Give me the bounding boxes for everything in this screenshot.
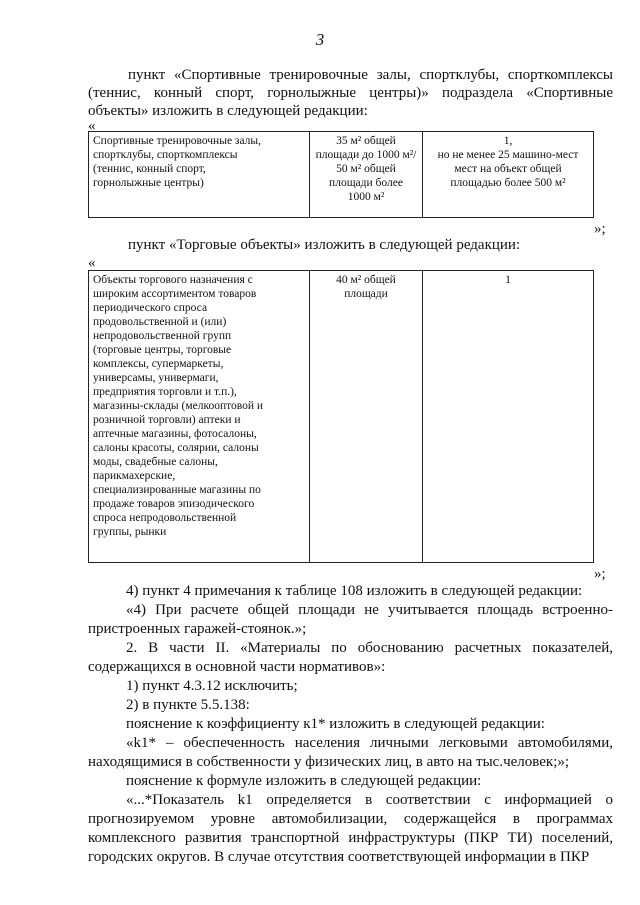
cell-line: спортклубы, спорткомплексы [93, 149, 238, 161]
cell-line: предприятия торговли и т.п.), [93, 386, 237, 398]
paragraph: 4) пункт 4 примечания к таблице 108 изложить в следующей редакции: [126, 583, 583, 599]
cell-line: площадью более 500 м² [450, 177, 566, 189]
cell-line: аптечные магазины, фотосалоны, [93, 428, 257, 440]
cell-line: широким ассортиментом товаров [93, 288, 257, 300]
cell-line: площади [344, 288, 388, 300]
cell-line: магазины-склады (мелкооптовой и [93, 400, 264, 412]
cell-line: специализированные магазины по [93, 484, 261, 496]
cell-line: 40 м² общей [336, 274, 396, 286]
cell-line: 1, [503, 135, 513, 147]
cell-line: салоны красоты, солярии, салоны [93, 442, 259, 454]
sport-intro-paragraph: пункт «Спортивные тренировочные залы, спортклубы, спорткомплексы (теннис, конный спорт, горнолыжные центры)» подраздела «Спортивные объекты» изложить в следующей редакции: [88, 67, 613, 119]
sport-table [88, 131, 594, 218]
cell-line: горнолыжные центры) [93, 177, 204, 189]
paragraph: 1) пункт 4.3.12 исключить; [126, 678, 298, 694]
cell-line: 1000 м² [347, 191, 385, 203]
paragraph: 2. В части II. «Материалы по обоснованию расчетных показателей, содержащихся в основной части нормативов»: [88, 640, 613, 675]
cell-line: но не менее 25 машино-мест [437, 149, 579, 161]
paragraph: «4) При расчете общей площади не учитывается площадь встроенно-пристроенных гаражей-стоянок.»; [88, 602, 613, 637]
trade-open-quote: « [88, 255, 96, 271]
cell-line: площади более [329, 177, 403, 189]
sport-cell-places [423, 132, 594, 218]
cell-line: 1 [505, 274, 511, 286]
paragraph: пояснение к формуле изложить в следующей редакции: [126, 773, 482, 789]
paragraph: «...*Показатель k1 определяется в соответствии с информацией о прогнозируемом уровне автомобилизации, содержащейся в программах комплексного развития транспортной инфраструктуры (ПКР ТИ) поселений, городских округов. В случае отсутствия соответствующей информации в ПКР [88, 792, 613, 865]
cell-line: спроса непродовольственной [93, 512, 237, 524]
sport-cell-object [89, 132, 310, 218]
table-row [89, 271, 594, 563]
sport-cell-area [310, 132, 423, 218]
cell-line: (теннис, конный спорт, [93, 163, 206, 175]
body-text [88, 582, 613, 867]
table-row [89, 132, 594, 218]
trade-cell-area [310, 271, 423, 563]
cell-line: группы, рынки [93, 526, 167, 538]
trade-cell-places [423, 271, 594, 563]
cell-line: непродовольственной групп [93, 330, 232, 342]
paragraph: 2) в пункте 5.5.138: [126, 697, 250, 713]
cell-line: периодического спроса [93, 302, 208, 314]
cell-line: 50 м² общей [336, 163, 396, 175]
page-number: 3 [315, 30, 325, 49]
cell-line: мест на объект общей [454, 163, 562, 175]
cell-line: розничной торговли) аптеки и [93, 414, 241, 426]
cell-line: комплексы, супермаркеты, [93, 358, 224, 370]
cell-line: площади до 1000 м²/ [315, 149, 417, 161]
cell-line: Объекты торгового назначения с [93, 274, 253, 286]
paragraph: «k1* – обеспеченность населения личными легковыми автомобилями, находящимися в собственности у физических лиц, в авто на тыс.человек;»; [88, 735, 613, 770]
trade-cell-object [89, 271, 310, 563]
trade-intro-paragraph: пункт «Торговые объекты» изложить в следующей редакции: [128, 237, 521, 253]
cell-line: продаже товаров эпизодического [93, 498, 255, 510]
cell-line: Спортивные тренировочные залы, [93, 135, 262, 147]
cell-line: (торговые центры, торговые [93, 344, 232, 356]
trade-close-quote: »; [594, 566, 606, 582]
sport-open-quote: « [88, 118, 96, 134]
trade-table [88, 270, 594, 563]
cell-line: универсамы, универмаги, [93, 372, 219, 384]
paragraph: пояснение к коэффициенту к1* изложить в следующей редакции: [126, 716, 545, 732]
cell-line: моды, свадебные салоны, [93, 456, 218, 468]
cell-line: 35 м² общей [336, 135, 396, 147]
cell-line: парикмахерские, [93, 470, 176, 482]
cell-line: продовольственной и (или) [93, 316, 227, 328]
sport-close-quote: »; [594, 221, 606, 237]
